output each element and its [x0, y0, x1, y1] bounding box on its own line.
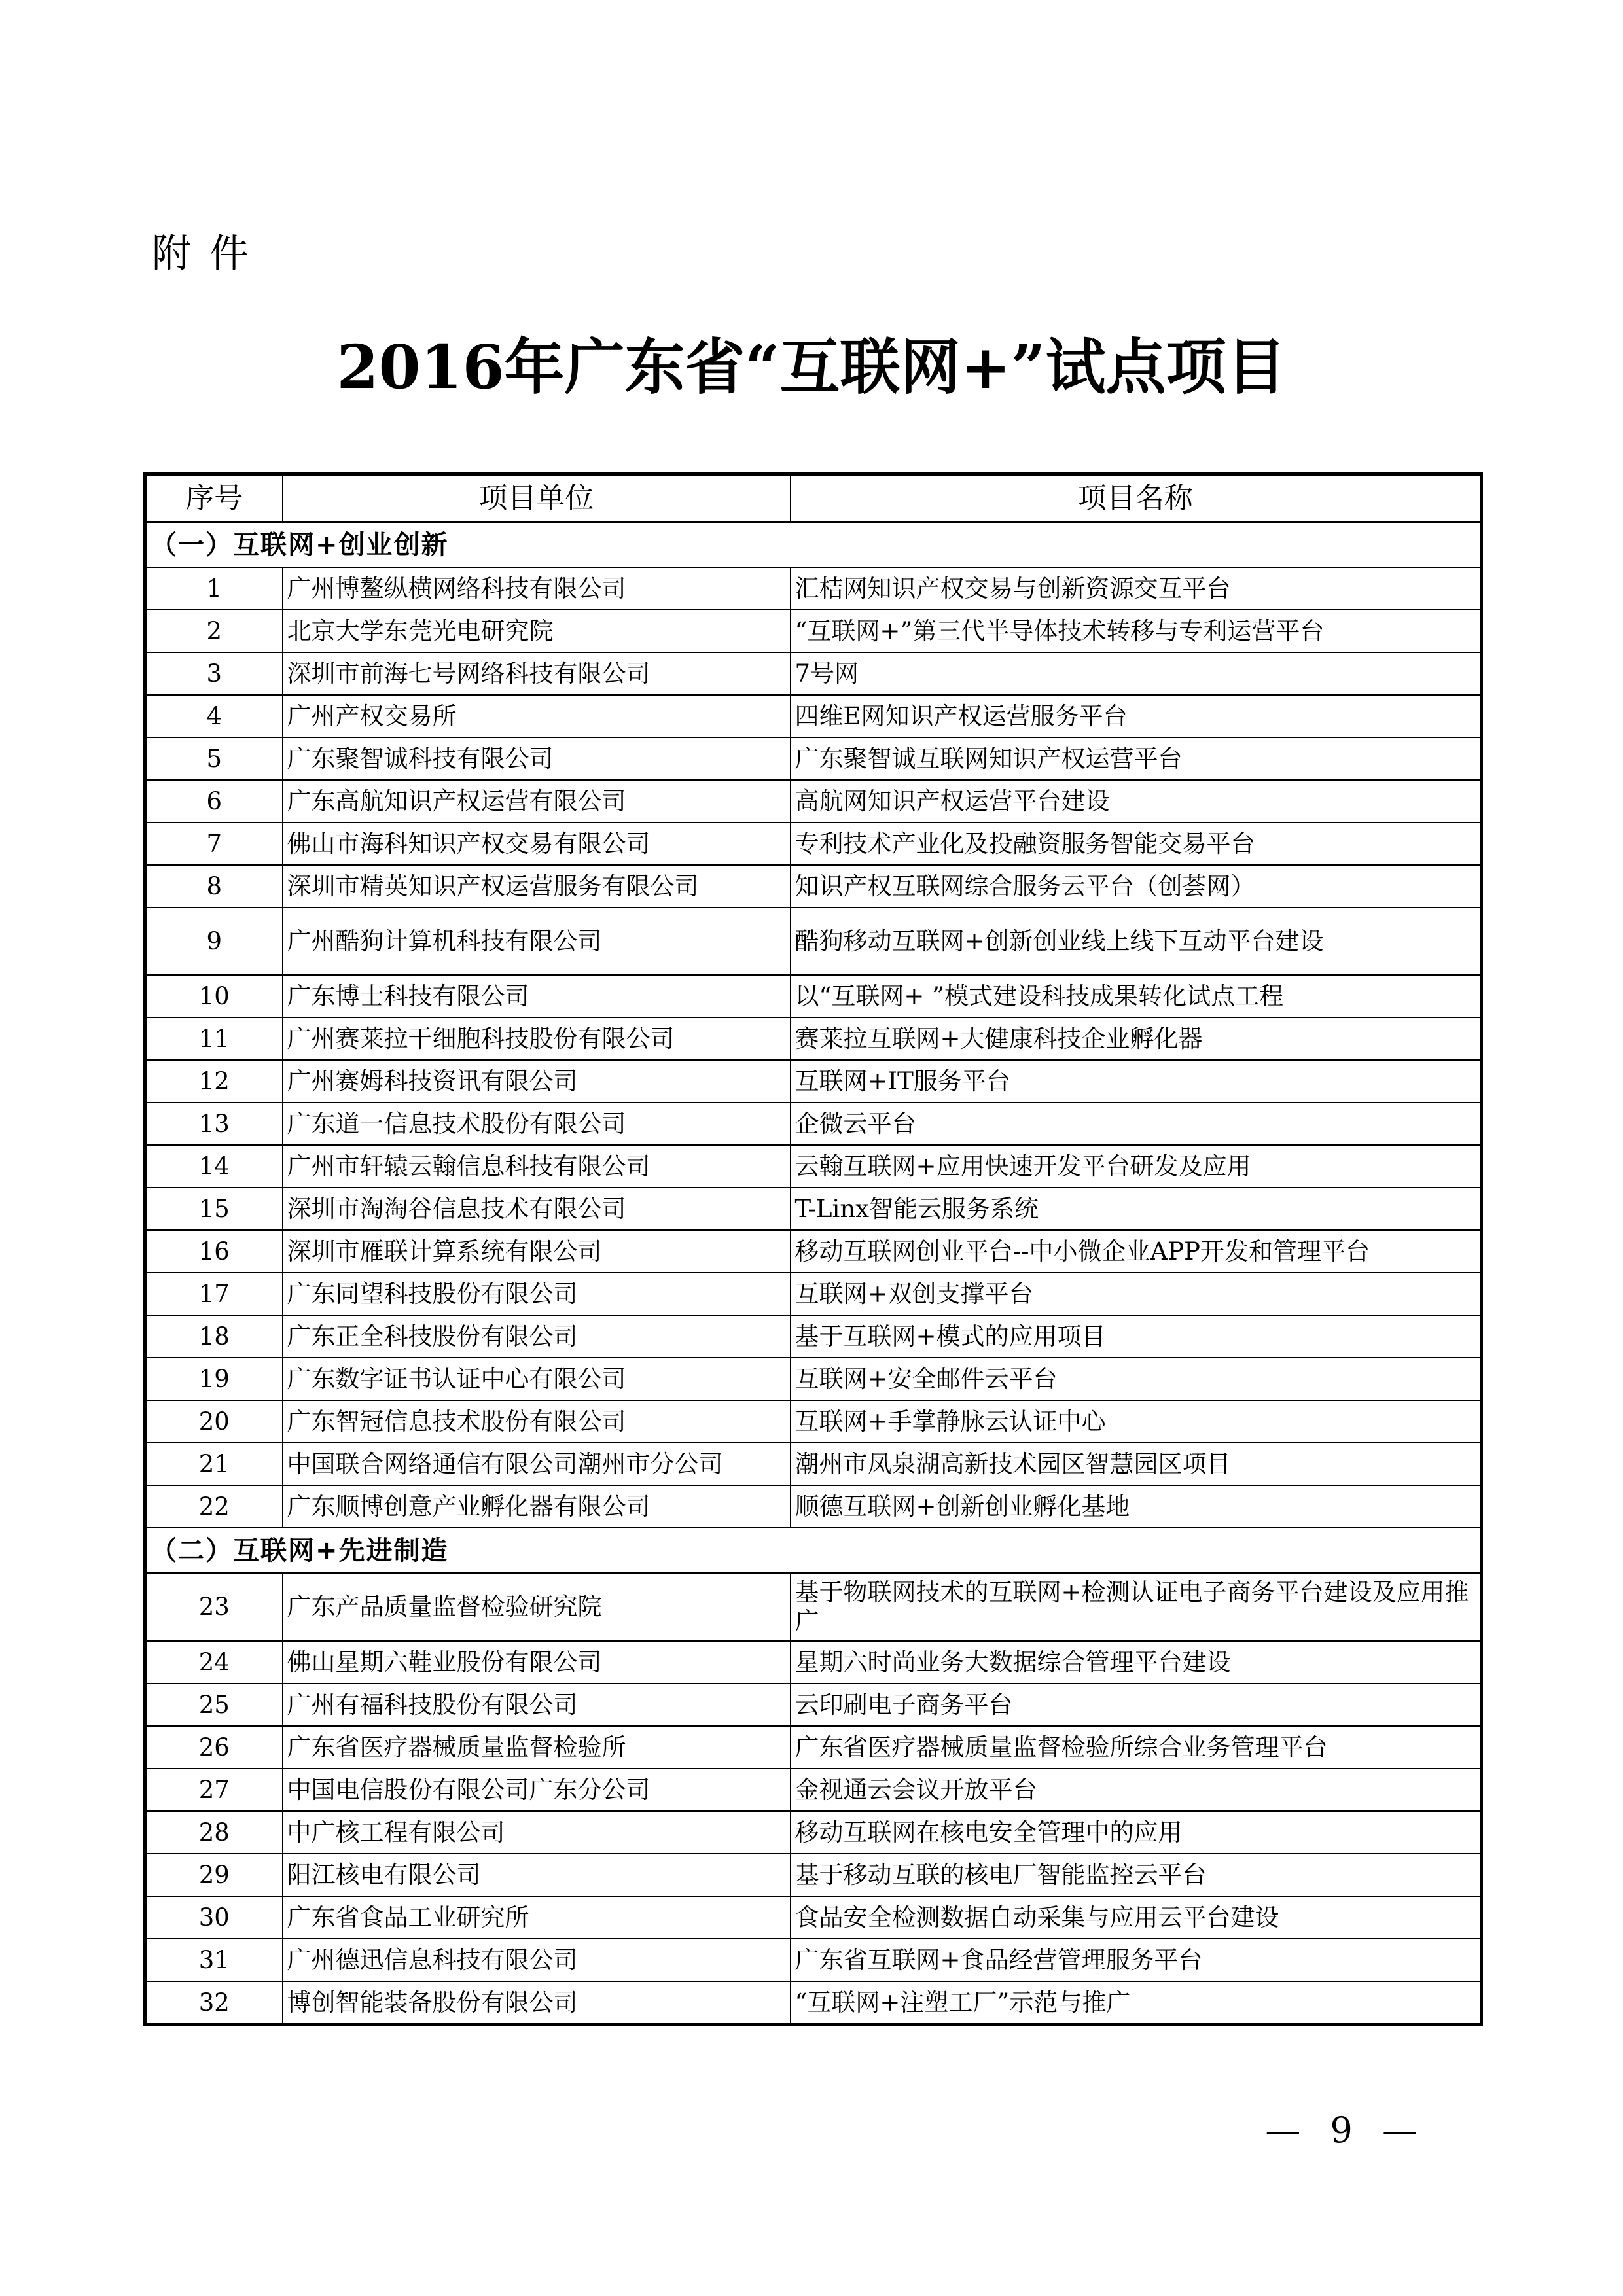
row-project-unit: 广东聚智诚科技有限公司	[283, 737, 791, 780]
row-project-unit: 广东顺博创意产业孵化器有限公司	[283, 1485, 791, 1528]
table-row	[145, 1769, 1482, 1811]
table-row	[145, 908, 1482, 975]
row-project-unit: 广东同望科技股份有限公司	[283, 1273, 791, 1315]
row-project-unit: 广东数字证书认证中心有限公司	[283, 1358, 791, 1400]
row-project-name: 互联网+安全邮件云平台	[791, 1358, 1482, 1400]
row-project-name: 四维E网知识产权运营服务平台	[791, 695, 1482, 737]
row-project-unit: 广东省医疗器械质量监督检验所	[283, 1726, 791, 1769]
table-row	[145, 1188, 1482, 1230]
table-row	[145, 1811, 1482, 1854]
table-row	[145, 1939, 1482, 1981]
row-number: 26	[145, 1726, 283, 1769]
row-project-name: 基于互联网+模式的应用项目	[791, 1315, 1482, 1358]
row-project-name: 星期六时尚业务大数据综合管理平台建设	[791, 1641, 1482, 1684]
table-row	[145, 610, 1482, 652]
section-heading: （二）互联网+先进制造	[145, 1528, 1482, 1573]
table-row	[145, 695, 1482, 737]
row-project-name: 基于物联网技术的互联网+检测认证电子商务平台建设及应用推广	[791, 1573, 1482, 1641]
row-number: 15	[145, 1188, 283, 1230]
row-number: 29	[145, 1854, 283, 1896]
row-number: 31	[145, 1939, 283, 1981]
table-row	[145, 1896, 1482, 1939]
row-number: 14	[145, 1145, 283, 1188]
row-number: 19	[145, 1358, 283, 1400]
header-project-unit: 项目单位	[283, 474, 791, 523]
row-project-name: 高航网知识产权运营平台建设	[791, 780, 1482, 822]
table-row	[145, 865, 1482, 908]
row-project-name: “互联网+注塑工厂”示范与推广	[791, 1981, 1482, 2025]
row-number: 18	[145, 1315, 283, 1358]
row-project-name: 云印刷电子商务平台	[791, 1684, 1482, 1726]
row-project-unit: 北京大学东莞光电研究院	[283, 610, 791, 652]
row-project-name: T-Linx智能云服务系统	[791, 1188, 1482, 1230]
table-row	[145, 1230, 1482, 1273]
table-row	[145, 1443, 1482, 1485]
project-table	[143, 472, 1483, 2026]
row-project-name: 专利技术产业化及投融资服务智能交易平台	[791, 822, 1482, 865]
row-project-unit: 广州酷狗计算机科技有限公司	[283, 908, 791, 975]
row-project-unit: 中国联合网络通信有限公司潮州市分公司	[283, 1443, 791, 1485]
table-row	[145, 1315, 1482, 1358]
table-row	[145, 1060, 1482, 1103]
row-project-unit: 深圳市前海七号网络科技有限公司	[283, 652, 791, 695]
row-number: 32	[145, 1981, 283, 2025]
document-title: 2016年广东省“互联网+”试点项目	[336, 332, 1287, 402]
row-project-unit: 深圳市精英知识产权运营服务有限公司	[283, 865, 791, 908]
row-project-name: 移动互联网在核电安全管理中的应用	[791, 1811, 1482, 1854]
row-project-unit: 博创智能装备股份有限公司	[283, 1981, 791, 2025]
table-body	[145, 522, 1482, 2025]
table-row	[145, 652, 1482, 695]
row-number: 6	[145, 780, 283, 822]
row-project-name: 移动互联网创业平台--中小微企业APP开发和管理平台	[791, 1230, 1482, 1273]
row-number: 28	[145, 1811, 283, 1854]
row-number: 22	[145, 1485, 283, 1528]
row-project-unit: 佛山星期六鞋业股份有限公司	[283, 1641, 791, 1684]
row-project-unit: 广州博鳌纵横网络科技有限公司	[283, 567, 791, 610]
row-project-name: 顺德互联网+创新创业孵化基地	[791, 1485, 1482, 1528]
row-project-unit: 广州德迅信息科技有限公司	[283, 1939, 791, 1981]
row-project-name: 互联网+双创支撑平台	[791, 1273, 1482, 1315]
row-project-name: 互联网+IT服务平台	[791, 1060, 1482, 1103]
section-row	[145, 522, 1482, 567]
table-row	[145, 1145, 1482, 1188]
row-project-name: “互联网+”第三代半导体技术转移与专利运营平台	[791, 610, 1482, 652]
row-project-unit: 广东省食品工业研究所	[283, 1896, 791, 1939]
row-number: 1	[145, 567, 283, 610]
table-row	[145, 975, 1482, 1017]
table-row	[145, 1573, 1482, 1641]
row-number: 27	[145, 1769, 283, 1811]
row-project-unit: 广东智冠信息技术股份有限公司	[283, 1400, 791, 1443]
table-row	[145, 1400, 1482, 1443]
section-heading: （一）互联网+创业创新	[145, 522, 1482, 567]
row-number: 5	[145, 737, 283, 780]
row-project-unit: 广州赛莱拉干细胞科技股份有限公司	[283, 1017, 791, 1060]
row-number: 13	[145, 1103, 283, 1145]
row-number: 12	[145, 1060, 283, 1103]
row-number: 11	[145, 1017, 283, 1060]
row-project-name: 知识产权互联网综合服务云平台（创荟网）	[791, 865, 1482, 908]
row-project-name: 金视通云会议开放平台	[791, 1769, 1482, 1811]
row-project-unit: 深圳市雁联计算系统有限公司	[283, 1230, 791, 1273]
row-number: 17	[145, 1273, 283, 1315]
table-row	[145, 1981, 1482, 2025]
row-number: 7	[145, 822, 283, 865]
table-row	[145, 1017, 1482, 1060]
row-project-unit: 广东产品质量监督检验研究院	[283, 1573, 791, 1641]
table-row	[145, 822, 1482, 865]
table-row	[145, 1103, 1482, 1145]
row-project-name: 潮州市凤泉湖高新技术园区智慧园区项目	[791, 1443, 1482, 1485]
row-number: 10	[145, 975, 283, 1017]
row-project-name: 汇桔网知识产权交易与创新资源交互平台	[791, 567, 1482, 610]
row-number: 25	[145, 1684, 283, 1726]
table-row	[145, 1684, 1482, 1726]
header-serial-number: 序号	[145, 474, 283, 523]
row-number: 9	[145, 908, 283, 975]
row-project-name: 广东省医疗器械质量监督检验所综合业务管理平台	[791, 1726, 1482, 1769]
table-row	[145, 1358, 1482, 1400]
row-project-unit: 佛山市海科知识产权交易有限公司	[283, 822, 791, 865]
table-row	[145, 1641, 1482, 1684]
row-number: 20	[145, 1400, 283, 1443]
row-project-unit: 中广核工程有限公司	[283, 1811, 791, 1854]
row-project-unit: 广州有福科技股份有限公司	[283, 1684, 791, 1726]
page-number: — 9 —	[1265, 2110, 1427, 2151]
row-project-name: 酷狗移动互联网+创新创业线上线下互动平台建设	[791, 908, 1482, 975]
row-number: 21	[145, 1443, 283, 1485]
attachment-label: 附件	[152, 231, 267, 277]
row-number: 3	[145, 652, 283, 695]
row-project-name: 基于移动互联的核电厂智能监控云平台	[791, 1854, 1482, 1896]
row-project-unit: 阳江核电有限公司	[283, 1854, 791, 1896]
row-number: 4	[145, 695, 283, 737]
row-project-name: 广东聚智诚互联网知识产权运营平台	[791, 737, 1482, 780]
row-project-unit: 广东高航知识产权运营有限公司	[283, 780, 791, 822]
row-project-name: 云翰互联网+应用快速开发平台研发及应用	[791, 1145, 1482, 1188]
row-number: 24	[145, 1641, 283, 1684]
row-project-unit: 广州赛姆科技资讯有限公司	[283, 1060, 791, 1103]
row-number: 30	[145, 1896, 283, 1939]
table-row	[145, 1273, 1482, 1315]
section-row	[145, 1528, 1482, 1573]
row-project-unit: 广东博士科技有限公司	[283, 975, 791, 1017]
row-project-name: 广东省互联网+食品经营管理服务平台	[791, 1939, 1482, 1981]
table-row	[145, 780, 1482, 822]
table-row	[145, 737, 1482, 780]
table-row	[145, 1854, 1482, 1896]
row-project-unit: 广州产权交易所	[283, 695, 791, 737]
row-number: 16	[145, 1230, 283, 1273]
row-number: 8	[145, 865, 283, 908]
table-row	[145, 567, 1482, 610]
table-row	[145, 1485, 1482, 1528]
table-header-row	[145, 474, 1482, 523]
row-project-unit: 广东道一信息技术股份有限公司	[283, 1103, 791, 1145]
row-project-name: 食品安全检测数据自动采集与应用云平台建设	[791, 1896, 1482, 1939]
row-project-unit: 广州市轩辕云翰信息科技有限公司	[283, 1145, 791, 1188]
row-project-name: 7号网	[791, 652, 1482, 695]
row-project-name: 以“互联网+ ”模式建设科技成果转化试点工程	[791, 975, 1482, 1017]
row-project-unit: 广东正全科技股份有限公司	[283, 1315, 791, 1358]
row-project-unit: 深圳市淘淘谷信息技术有限公司	[283, 1188, 791, 1230]
row-project-name: 赛莱拉互联网+大健康科技企业孵化器	[791, 1017, 1482, 1060]
row-project-name: 企微云平台	[791, 1103, 1482, 1145]
row-project-name: 互联网+手掌静脉云认证中心	[791, 1400, 1482, 1443]
row-number: 23	[145, 1573, 283, 1641]
row-project-unit: 中国电信股份有限公司广东分公司	[283, 1769, 791, 1811]
header-project-name: 项目名称	[791, 474, 1482, 523]
row-number: 2	[145, 610, 283, 652]
table-row	[145, 1726, 1482, 1769]
